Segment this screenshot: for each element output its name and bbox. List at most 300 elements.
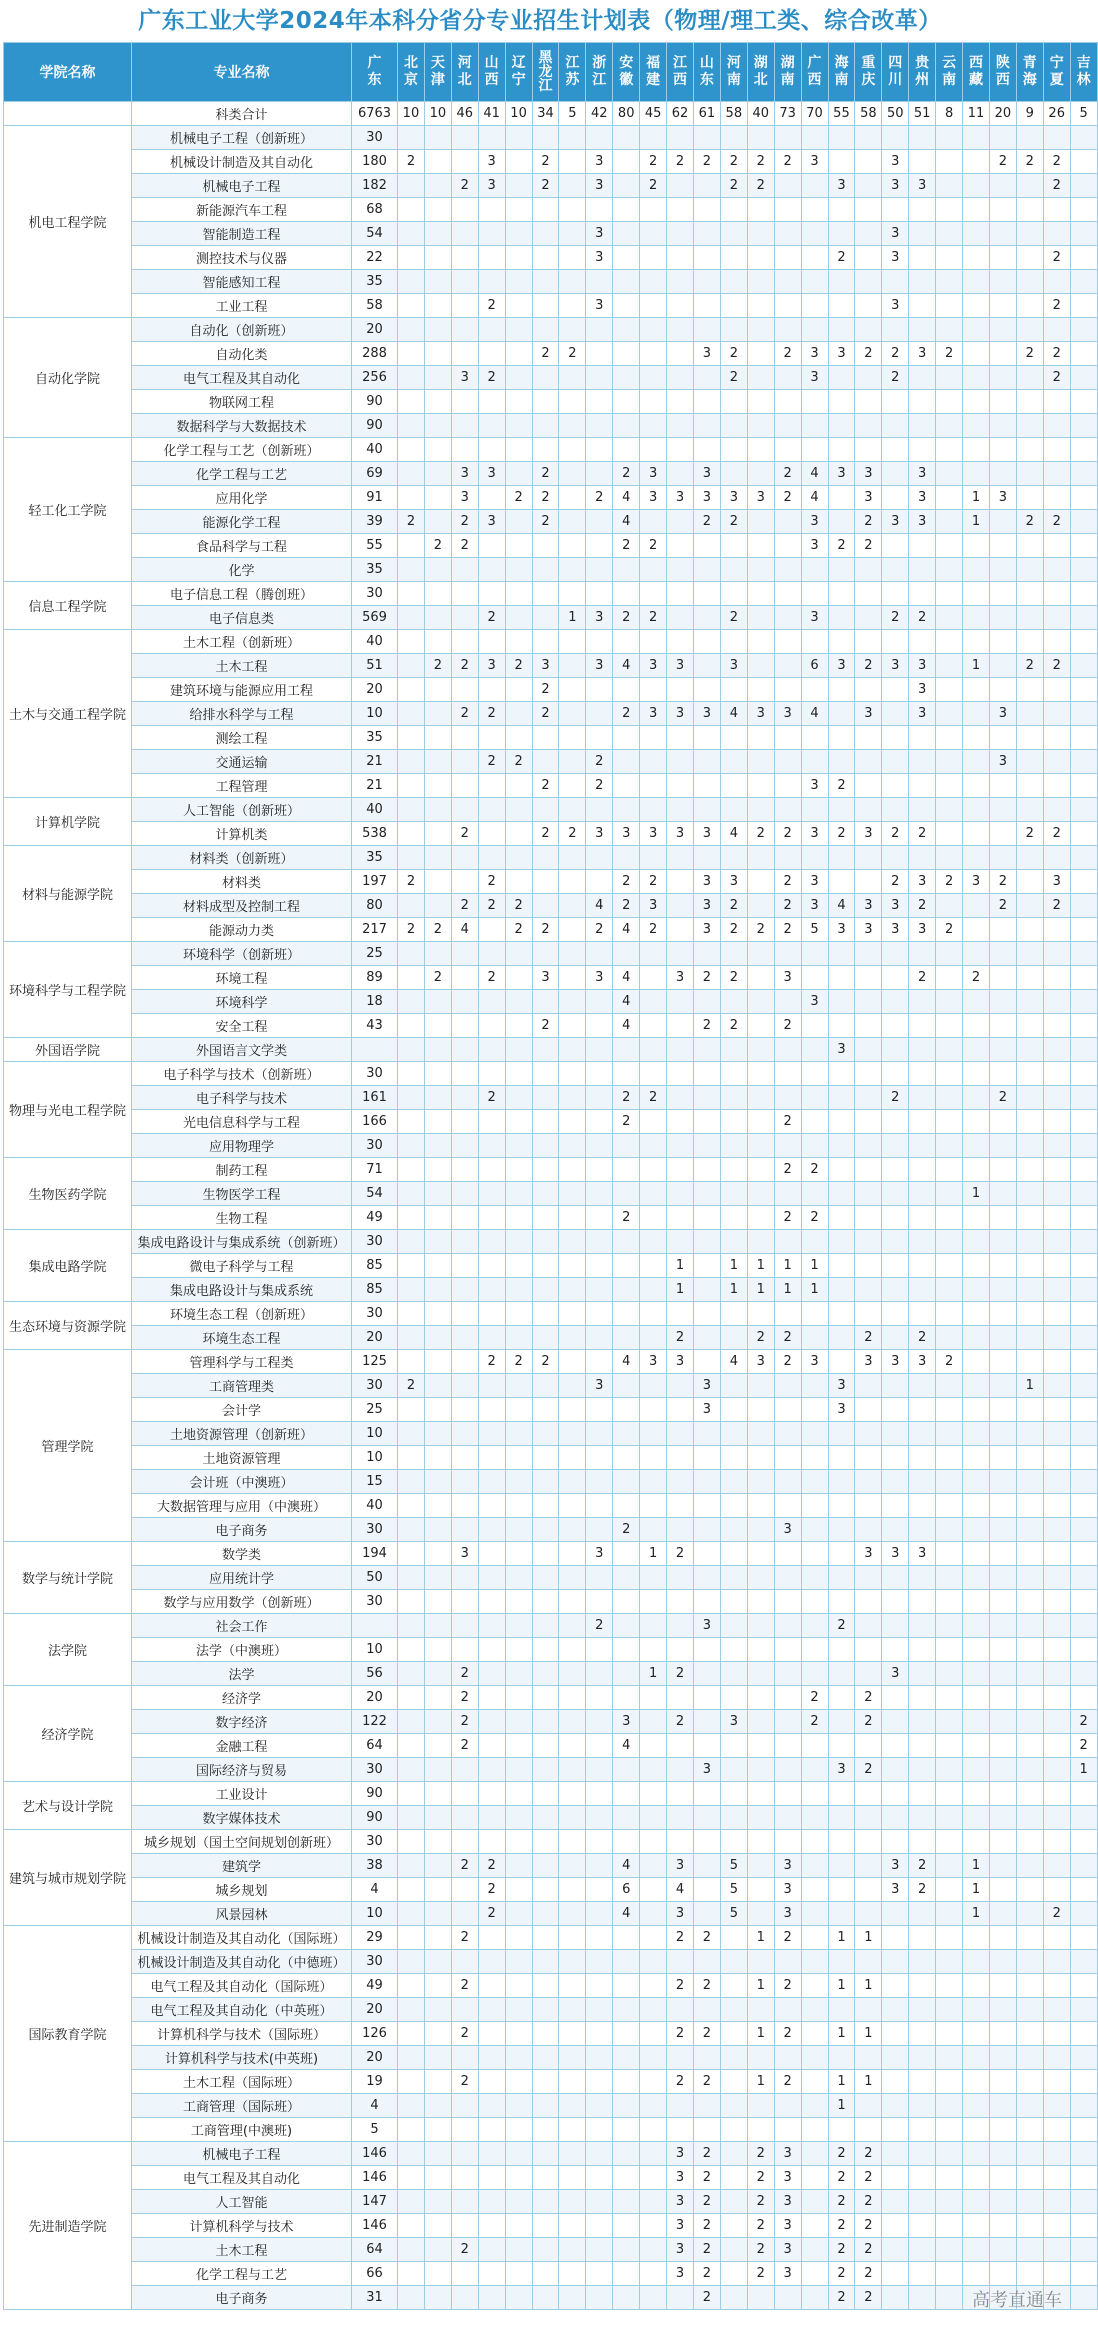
quota-cell: 2 [532, 1350, 559, 1374]
quota-cell: 2 [774, 1158, 801, 1182]
quota-cell [774, 1470, 801, 1494]
quota-cell [667, 318, 694, 342]
quota-cell [505, 702, 532, 726]
quota-cell: 3 [1043, 870, 1070, 894]
quota-cell [424, 774, 451, 798]
quota-cell [1070, 1230, 1097, 1254]
quota-cell [1043, 1326, 1070, 1350]
quota-cell [451, 2166, 478, 2190]
quota-cell [963, 270, 990, 294]
quota-cell [451, 1590, 478, 1614]
quota-cell [640, 510, 667, 534]
quota-cell [828, 1158, 855, 1182]
quota-cell: 3 [882, 510, 909, 534]
quota-cell [693, 1590, 720, 1614]
quota-cell [478, 1110, 505, 1134]
quota-cell [1016, 390, 1043, 414]
quota-cell [909, 726, 936, 750]
table-row [4, 2238, 1098, 2262]
quota-cell [909, 1518, 936, 1542]
table-row [4, 1614, 1098, 1638]
quota-cell [586, 2142, 613, 2166]
major-name-cell: 电子信息工程（腾创班） [132, 582, 352, 606]
quota-cell [505, 2190, 532, 2214]
major-name-cell: 数学与应用数学（创新班） [132, 1590, 352, 1614]
quota-cell: 2 [667, 1662, 694, 1686]
quota-cell: 3 [882, 1542, 909, 1566]
quota-cell [640, 1926, 667, 1950]
quota-cell [613, 1662, 640, 1686]
quota-cell [424, 2142, 451, 2166]
quota-cell: 2 [478, 1878, 505, 1902]
quota-cell [1016, 1686, 1043, 1710]
quota-cell [1016, 1950, 1043, 1974]
quota-cell [1070, 2046, 1097, 2070]
province-header: 安徽 [613, 43, 640, 102]
quota-cell [774, 678, 801, 702]
quota-cell [640, 222, 667, 246]
quota-cell [747, 1710, 774, 1734]
quota-cell [532, 846, 559, 870]
quota-cell [1070, 1950, 1097, 1974]
quota-cell [532, 1086, 559, 1110]
quota-cell [882, 1758, 909, 1782]
quota-cell [505, 2142, 532, 2166]
quota-cell [532, 1182, 559, 1206]
quota-cell [693, 1902, 720, 1926]
quota-cell [1016, 1614, 1043, 1638]
quota-cell: 2 [478, 702, 505, 726]
quota-cell [478, 438, 505, 462]
quota-cell: 2 [532, 486, 559, 510]
quota-cell [532, 414, 559, 438]
quota-cell [936, 2142, 963, 2166]
quota-cell [451, 1566, 478, 1590]
quota-cell: 91 [352, 486, 398, 510]
quota-cell: 3 [693, 342, 720, 366]
quota-cell [1070, 582, 1097, 606]
quota-cell [559, 918, 586, 942]
quota-cell: 2 [1043, 294, 1070, 318]
major-name-cell: 电气工程及其自动化（国际班） [132, 1974, 352, 1998]
quota-cell: 2 [667, 1974, 694, 1998]
quota-cell [505, 1134, 532, 1158]
quota-cell [532, 366, 559, 390]
quota-cell: 3 [774, 702, 801, 726]
major-name-cell: 材料类（创新班） [132, 846, 352, 870]
quota-cell [1016, 294, 1043, 318]
quota-cell [640, 270, 667, 294]
quota-cell [424, 414, 451, 438]
major-name-cell: 环境科学（创新班） [132, 942, 352, 966]
quota-cell [882, 2262, 909, 2286]
quota-cell [801, 1854, 828, 1878]
quota-cell [747, 1854, 774, 1878]
quota-cell [828, 750, 855, 774]
quota-cell [855, 318, 882, 342]
quota-cell [559, 1326, 586, 1350]
major-name-cell: 土地资源管理（创新班） [132, 1422, 352, 1446]
quota-cell [398, 414, 425, 438]
quota-cell [613, 246, 640, 270]
major-name-cell: 社会工作 [132, 1614, 352, 1638]
quota-cell: 3 [882, 174, 909, 198]
quota-cell [1070, 390, 1097, 414]
quota-cell [801, 1182, 828, 1206]
quota-cell [774, 1950, 801, 1974]
quota-cell [505, 270, 532, 294]
quota-cell [505, 1206, 532, 1230]
quota-cell [424, 1758, 451, 1782]
quota-cell [774, 222, 801, 246]
quota-cell [963, 1158, 990, 1182]
quota-cell [505, 798, 532, 822]
quota-cell: 3 [801, 150, 828, 174]
table-row [4, 1038, 1098, 1062]
quota-cell [613, 2142, 640, 2166]
quota-cell [424, 606, 451, 630]
quota-cell [774, 366, 801, 390]
quota-cell [909, 198, 936, 222]
quota-cell: 2 [936, 870, 963, 894]
quota-cell [640, 1254, 667, 1278]
quota-cell [720, 1374, 747, 1398]
quota-cell [586, 2262, 613, 2286]
quota-cell [613, 1470, 640, 1494]
quota-cell [963, 1494, 990, 1518]
quota-cell [747, 1998, 774, 2022]
college-name-cell: 材料与能源学院 [4, 846, 132, 942]
quota-cell [828, 1686, 855, 1710]
quota-cell [747, 270, 774, 294]
quota-cell [989, 918, 1016, 942]
quota-cell [586, 702, 613, 726]
quota-cell [936, 822, 963, 846]
quota-cell [559, 414, 586, 438]
quota-cell [720, 1974, 747, 1998]
quota-cell [586, 1494, 613, 1518]
quota-cell [478, 1038, 505, 1062]
quota-cell [667, 2094, 694, 2118]
quota-cell [532, 1734, 559, 1758]
major-name-cell: 土木工程 [132, 2238, 352, 2262]
quota-cell [909, 2094, 936, 2118]
quota-cell [451, 966, 478, 990]
quota-cell [640, 390, 667, 414]
quota-cell: 1 [963, 654, 990, 678]
quota-cell [855, 1110, 882, 1134]
quota-cell: 3 [828, 1038, 855, 1062]
quota-cell [1070, 774, 1097, 798]
quota-cell [505, 174, 532, 198]
quota-cell [909, 1806, 936, 1830]
quota-cell [640, 726, 667, 750]
quota-cell [1016, 1326, 1043, 1350]
quota-cell: 3 [667, 822, 694, 846]
quota-cell [424, 1734, 451, 1758]
quota-cell [936, 2286, 963, 2310]
quota-cell: 3 [478, 510, 505, 534]
quota-cell [774, 1638, 801, 1662]
quota-cell [909, 2190, 936, 2214]
quota-cell [478, 1206, 505, 1230]
quota-cell [828, 1998, 855, 2022]
quota-cell [424, 2166, 451, 2190]
quota-cell [693, 678, 720, 702]
quota-cell [640, 1374, 667, 1398]
quota-cell [424, 390, 451, 414]
quota-cell [801, 1398, 828, 1422]
quota-cell [667, 1014, 694, 1038]
college-column-header: 学院名称 [4, 43, 132, 102]
quota-cell [613, 1686, 640, 1710]
quota-cell [774, 1758, 801, 1782]
quota-cell [1043, 414, 1070, 438]
quota-cell [505, 1950, 532, 1974]
quota-cell [667, 558, 694, 582]
quota-cell: 3 [909, 462, 936, 486]
quota-cell [963, 1110, 990, 1134]
quota-cell [424, 1638, 451, 1662]
quota-cell: 55 [352, 534, 398, 558]
quota-cell [667, 678, 694, 702]
quota-cell [1016, 270, 1043, 294]
quota-cell: 2 [882, 366, 909, 390]
major-name-cell: 能源动力类 [132, 918, 352, 942]
quota-cell [559, 942, 586, 966]
quota-cell [1043, 1878, 1070, 1902]
quota-cell [640, 1110, 667, 1134]
quota-cell: 3 [774, 2262, 801, 2286]
quota-cell [667, 174, 694, 198]
quota-cell [398, 342, 425, 366]
quota-cell [478, 1398, 505, 1422]
major-name-cell: 土木工程（创新班） [132, 630, 352, 654]
major-name-cell: 土木工程（国际班） [132, 2070, 352, 2094]
quota-cell [667, 750, 694, 774]
major-name-cell: 自动化类 [132, 342, 352, 366]
quota-cell [478, 2286, 505, 2310]
quota-cell [801, 942, 828, 966]
quota-cell [882, 486, 909, 510]
quota-cell [855, 1734, 882, 1758]
quota-cell [1043, 2094, 1070, 2118]
major-name-cell: 建筑环境与能源应用工程 [132, 678, 352, 702]
quota-cell [693, 1278, 720, 1302]
quota-cell [667, 1302, 694, 1326]
quota-cell: 90 [352, 1782, 398, 1806]
province-header: 江西 [667, 43, 694, 102]
quota-cell [505, 1830, 532, 1854]
quota-cell [1043, 1590, 1070, 1614]
college-name-cell: 信息工程学院 [4, 582, 132, 630]
quota-cell [936, 1086, 963, 1110]
quota-cell: 2 [640, 606, 667, 630]
quota-cell [747, 510, 774, 534]
quota-cell: 2 [505, 894, 532, 918]
quota-cell [693, 246, 720, 270]
quota-cell [936, 1686, 963, 1710]
quota-cell [909, 846, 936, 870]
quota-cell [693, 846, 720, 870]
table-row [4, 966, 1098, 990]
quota-cell [882, 318, 909, 342]
quota-cell: 3 [855, 894, 882, 918]
quota-cell [747, 318, 774, 342]
total-value-cell: 55 [828, 102, 855, 126]
quota-cell [1043, 270, 1070, 294]
quota-cell [801, 678, 828, 702]
quota-cell [720, 2142, 747, 2166]
quota-cell [505, 2286, 532, 2310]
quota-cell [909, 1230, 936, 1254]
quota-cell [1043, 798, 1070, 822]
quota-cell [1043, 702, 1070, 726]
quota-cell [478, 1278, 505, 1302]
quota-cell [398, 1998, 425, 2022]
quota-cell [774, 126, 801, 150]
quota-cell [855, 630, 882, 654]
quota-cell [882, 2238, 909, 2262]
quota-cell [747, 1614, 774, 1638]
quota-cell [640, 1182, 667, 1206]
quota-cell: 2 [451, 1710, 478, 1734]
quota-cell [801, 1950, 828, 1974]
quota-cell [1070, 1542, 1097, 1566]
quota-cell [801, 2118, 828, 2142]
quota-cell [1070, 462, 1097, 486]
quota-cell [478, 1662, 505, 1686]
quota-cell [667, 2286, 694, 2310]
quota-cell: 2 [855, 534, 882, 558]
quota-cell [559, 1182, 586, 1206]
quota-cell [640, 1998, 667, 2022]
quota-cell [424, 2046, 451, 2070]
table-row [4, 774, 1098, 798]
quota-cell: 1 [855, 1926, 882, 1950]
quota-cell [478, 2142, 505, 2166]
quota-cell: 3 [640, 486, 667, 510]
quota-cell [640, 846, 667, 870]
quota-cell [478, 270, 505, 294]
quota-cell [936, 1998, 963, 2022]
quota-cell: 90 [352, 414, 398, 438]
quota-cell [1016, 1302, 1043, 1326]
quota-cell [559, 1902, 586, 1926]
quota-cell: 10 [352, 1446, 398, 1470]
quota-cell [424, 1134, 451, 1158]
quota-cell: 2 [747, 2142, 774, 2166]
quota-cell [1016, 1566, 1043, 1590]
quota-cell [1043, 2214, 1070, 2238]
quota-cell [1070, 1494, 1097, 1518]
major-name-cell: 环境科学 [132, 990, 352, 1014]
quota-cell [828, 2046, 855, 2070]
quota-cell [936, 726, 963, 750]
major-name-cell: 化学工程与工艺 [132, 2262, 352, 2286]
quota-cell [532, 558, 559, 582]
quota-cell [936, 414, 963, 438]
quota-cell [559, 1518, 586, 1542]
quota-cell [559, 1974, 586, 1998]
quota-cell [1016, 702, 1043, 726]
major-name-cell: 电子商务 [132, 2286, 352, 2310]
quota-cell: 3 [801, 606, 828, 630]
quota-cell [424, 1086, 451, 1110]
quota-cell [398, 174, 425, 198]
quota-cell [667, 414, 694, 438]
quota-cell: 4 [801, 702, 828, 726]
quota-cell [828, 150, 855, 174]
quota-cell: 2 [693, 150, 720, 174]
quota-cell [586, 1254, 613, 1278]
quota-cell: 3 [667, 1350, 694, 1374]
province-header: 浙江 [586, 43, 613, 102]
quota-cell [1070, 918, 1097, 942]
quota-cell: 2 [478, 750, 505, 774]
quota-cell [613, 2046, 640, 2070]
quota-cell: 3 [855, 486, 882, 510]
quota-cell [855, 390, 882, 414]
quota-cell: 2 [747, 1326, 774, 1350]
quota-cell [559, 774, 586, 798]
quota-cell [828, 726, 855, 750]
quota-cell [1043, 462, 1070, 486]
quota-cell [720, 222, 747, 246]
quota-cell [963, 1134, 990, 1158]
quota-cell [936, 1950, 963, 1974]
quota-cell [478, 558, 505, 582]
quota-cell [882, 966, 909, 990]
quota-cell [1070, 414, 1097, 438]
quota-cell [424, 630, 451, 654]
quota-cell [720, 1134, 747, 1158]
quota-cell: 3 [909, 1542, 936, 1566]
quota-cell [989, 1998, 1016, 2022]
quota-cell [801, 1902, 828, 1926]
quota-cell [424, 894, 451, 918]
table-row [4, 1590, 1098, 1614]
quota-cell [1070, 342, 1097, 366]
quota-cell [613, 678, 640, 702]
quota-cell: 2 [909, 1326, 936, 1350]
quota-cell [855, 1614, 882, 1638]
quota-cell [720, 2094, 747, 2118]
table-row [4, 1854, 1098, 1878]
quota-cell [505, 1854, 532, 1878]
quota-cell [559, 2094, 586, 2118]
quota-cell [801, 2214, 828, 2238]
table-row [4, 1710, 1098, 1734]
quota-cell [693, 630, 720, 654]
quota-cell: 4 [613, 1854, 640, 1878]
quota-cell [424, 462, 451, 486]
quota-cell: 2 [1043, 174, 1070, 198]
quota-cell [989, 1134, 1016, 1158]
quota-cell [936, 1230, 963, 1254]
quota-cell: 3 [451, 486, 478, 510]
quota-cell [963, 990, 990, 1014]
quota-cell [1043, 1758, 1070, 1782]
quota-cell [1016, 1110, 1043, 1134]
quota-cell [801, 1086, 828, 1110]
quota-cell [1043, 1062, 1070, 1086]
quota-cell [613, 198, 640, 222]
quota-cell [451, 1614, 478, 1638]
quota-cell: 256 [352, 366, 398, 390]
quota-cell [828, 366, 855, 390]
quota-cell [640, 246, 667, 270]
